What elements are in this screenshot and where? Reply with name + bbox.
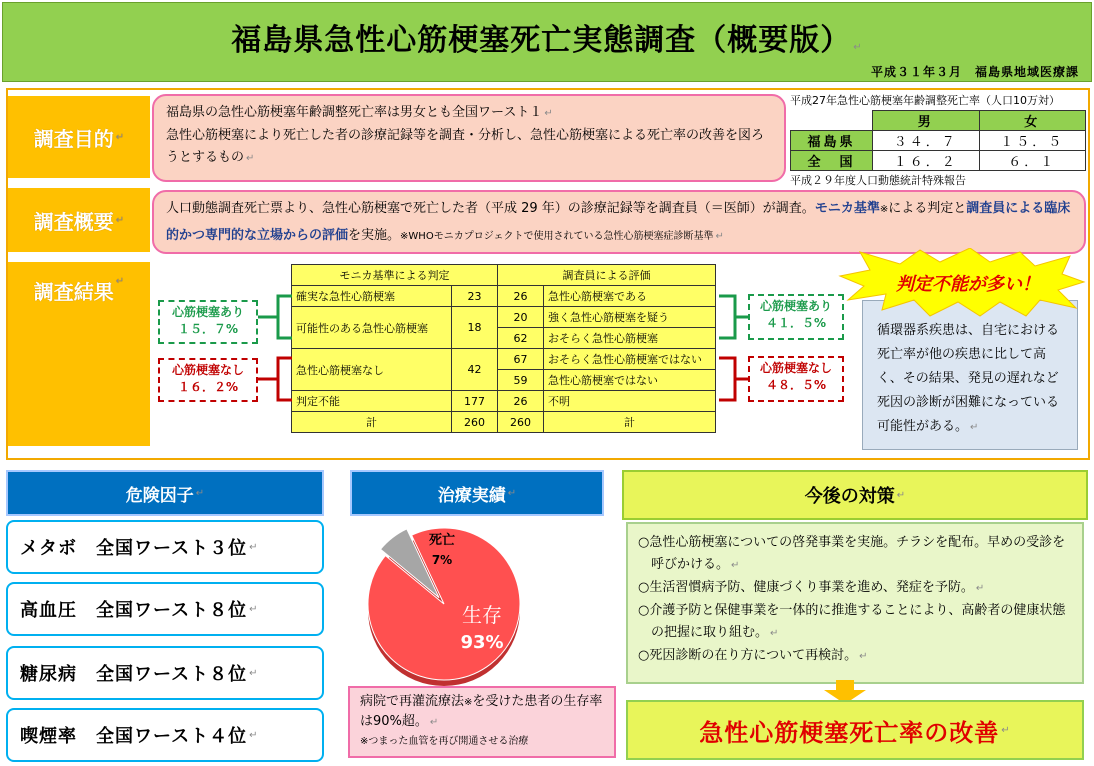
overview-text: 人口動態調査死亡票より、急性心筋梗塞で死亡した者（平成 29 年）の診療記録等を調査員（＝医師）が調査。: [166, 201, 815, 216]
list-item: ○介護予防と保健事業を一体的に推進することにより、高齢者の健康状態の把握に取り組む。 ↵: [638, 603, 1066, 640]
table-row: [292, 307, 716, 328]
eval-cell: 急性心筋梗塞ではない: [544, 370, 716, 391]
purpose-text-box: [152, 94, 786, 182]
overview-note: ※WHOモニカプロジェクトで使用されている急性心筋梗塞症診断基準: [400, 231, 714, 242]
table-row: [292, 349, 716, 370]
eval-mi-no-pct: ４８．５%: [765, 378, 827, 392]
eval-mi-yes-title: 心筋梗塞あり: [759, 299, 832, 313]
results-label: 調査結果 ↵: [8, 262, 150, 446]
purpose-label: 調査目的 ↵: [8, 96, 150, 178]
mortality-female-value: ６．１: [979, 151, 1086, 171]
page-title: 福島県急性心筋梗塞死亡実態調査（概要版） ↵: [231, 23, 863, 58]
monica-mi-yes-pct: １５．７%: [177, 322, 239, 336]
mortality-corner: [791, 111, 873, 131]
risk-header: 危険因子 ↵: [6, 470, 324, 516]
mortality-male-value: １６．２: [873, 151, 980, 171]
monica-cell: 急性心筋梗塞なし: [292, 349, 452, 391]
overview-label: 調査概要 ↵: [8, 188, 150, 252]
monica-total: 260: [452, 412, 498, 433]
eval-mi-no-title: 心筋梗塞なし: [759, 361, 832, 375]
mortality-row-name: 全 国: [791, 151, 873, 171]
monica-count: 42: [452, 349, 498, 391]
mortality-female-value: １５．５: [979, 131, 1086, 151]
burst-callout: [830, 248, 1088, 318]
mortality-table-block: [790, 92, 1086, 187]
mortality-col-female: 女: [979, 111, 1086, 131]
mortality-table: [790, 110, 1086, 171]
eval-cell: 急性心筋梗塞である: [544, 286, 716, 307]
risk-item: 糖尿病 全国ワースト８位 ↵: [6, 646, 324, 700]
risk-item: 高血圧 全国ワースト８位 ↵: [6, 582, 324, 636]
eval-mi-yes-pct: ４１．５%: [765, 316, 827, 330]
results-head-investigator: 調査員による評価: [498, 265, 716, 286]
overview-text-c: を実施。: [348, 228, 401, 243]
monica-cell: 確実な急性心筋梗塞: [292, 286, 452, 307]
goal-banner: 急性心筋梗塞死亡率の改善 ↵: [626, 700, 1084, 760]
treatment-note-small: ※つまった血管を再び開通させる治療: [360, 736, 529, 747]
eval-count: 67: [498, 349, 544, 370]
mortality-row: [791, 131, 1086, 151]
future-measures: [626, 522, 1084, 684]
title-banner: [2, 2, 1092, 82]
pie-label-survived: 生存: [462, 603, 502, 627]
treatment-note-text-2: を受けた患者の生存率は90%超。: [360, 694, 603, 729]
overview-monica: モニカ基準: [814, 201, 880, 216]
results-table: [291, 264, 716, 433]
list-item: ○死因診断の在り方について再検討。 ↵: [638, 648, 868, 663]
issuer-date: 平成３１年３月 福島県地域医療課: [870, 65, 1079, 79]
monica-count: 23: [452, 286, 498, 307]
risk-item: 喫煙率 全国ワースト４位 ↵: [6, 708, 324, 762]
purpose-line-2: 急性心筋梗塞により死亡した者の診療記録等を調査・分析し、急性心筋梗塞による死亡率の改善を図ろうとするもの ↵: [166, 128, 765, 165]
treatment-header: 治療実績 ↵: [350, 470, 604, 516]
monica-mi-no-pct: １６．２%: [177, 380, 239, 394]
treatment-note-text: 病院で再灌流療法: [360, 694, 465, 709]
monica-total-label: 計: [292, 412, 452, 433]
list-item: ○急性心筋梗塞についての啓発事業を実施。チラシを配布。早めの受診を呼びかける。 ↵: [638, 535, 1066, 572]
risk-item: メタボ 全国ワースト３位 ↵: [6, 520, 324, 574]
left-brackets: [256, 292, 296, 404]
table-row: [292, 286, 716, 307]
eval-cell: 強く急性心筋梗塞を疑う: [544, 307, 716, 328]
overview-text-box: 人口動態調査死亡票より、急性心筋梗塞で死亡した者（平成 29 年）の診療記録等を調査員（＝医師）が調査。モニカ基準※による判定と調査員による臨床的かつ専門的な立場からの評価を実施。※WHOモニカプロジェクトで使用されている急性心筋梗塞症診断基準 ↵: [152, 190, 1086, 254]
mortality-male-value: ３４．７: [873, 131, 980, 151]
monica-count: 177: [452, 391, 498, 412]
eval-total: 260: [498, 412, 544, 433]
monica-cell: 判定不能: [292, 391, 452, 412]
eval-count: 26: [498, 286, 544, 307]
mortality-col-male: 男: [873, 111, 980, 131]
table-row: [292, 412, 716, 433]
burst-text: 判定不能が多い！: [896, 274, 1040, 295]
mortality-row: [791, 151, 1086, 171]
eval-mi-no: [748, 356, 844, 402]
eval-cell: おそらく急性心筋梗塞: [544, 328, 716, 349]
eval-count: 59: [498, 370, 544, 391]
pie-value-died: 7%: [431, 553, 453, 567]
eval-count: 26: [498, 391, 544, 412]
mortality-source: 平成２９年度人口動態統計特殊報告: [790, 174, 966, 187]
mortality-caption: 平成27年急性心筋梗塞年齢調整死亡率（人口10万対）: [790, 94, 1060, 107]
list-item: ○生活習慣病予防、健康づくり事業を進め、発症を予防。 ↵: [638, 580, 985, 595]
eval-cell: おそらく急性心筋梗塞ではない: [544, 349, 716, 370]
treatment-note: 病院で再灌流療法※を受けた患者の生存率は90%超。 ↵ ※つまった血管を再び開通させる治療: [348, 686, 616, 758]
table-row: [292, 391, 716, 412]
overview-sup: ※: [879, 204, 889, 215]
monica-mi-yes: [158, 300, 258, 344]
purpose-line-1: 福島県の急性心筋梗塞年齢調整死亡率は男女とも全国ワースト１ ↵: [166, 105, 553, 120]
pie-label-died: 死亡: [428, 533, 456, 548]
eval-total-label: 計: [544, 412, 716, 433]
overview-clinical: 調査員による臨床的かつ専門的な立場からの評価: [166, 201, 1071, 243]
monica-mi-no-title: 心筋梗塞なし: [171, 363, 244, 377]
eval-cell: 不明: [544, 391, 716, 412]
future-header: 今後の対策 ↵: [622, 470, 1088, 520]
results-note: 循環器系疾患は、自宅における死亡率が他の疾患に比して高く、その結果、発見の遅れなど死因の診断が困難になっている可能性がある。 ↵: [862, 300, 1078, 450]
monica-count: 18: [452, 307, 498, 349]
monica-mi-yes-title: 心筋梗塞あり: [171, 305, 244, 319]
results-head-monica: モニカ基準による判定: [292, 265, 498, 286]
monica-cell: 可能性のある急性心筋梗塞: [292, 307, 452, 349]
survival-pie-chart: [346, 522, 606, 686]
eval-count: 62: [498, 328, 544, 349]
treatment-note-sup: ※: [464, 697, 473, 708]
pie-value-survived: 93%: [460, 632, 504, 653]
mortality-row-name: 福島県: [791, 131, 873, 151]
eval-count: 20: [498, 307, 544, 328]
monica-mi-no: [158, 358, 258, 402]
overview-text-b: による判定と: [888, 201, 967, 216]
